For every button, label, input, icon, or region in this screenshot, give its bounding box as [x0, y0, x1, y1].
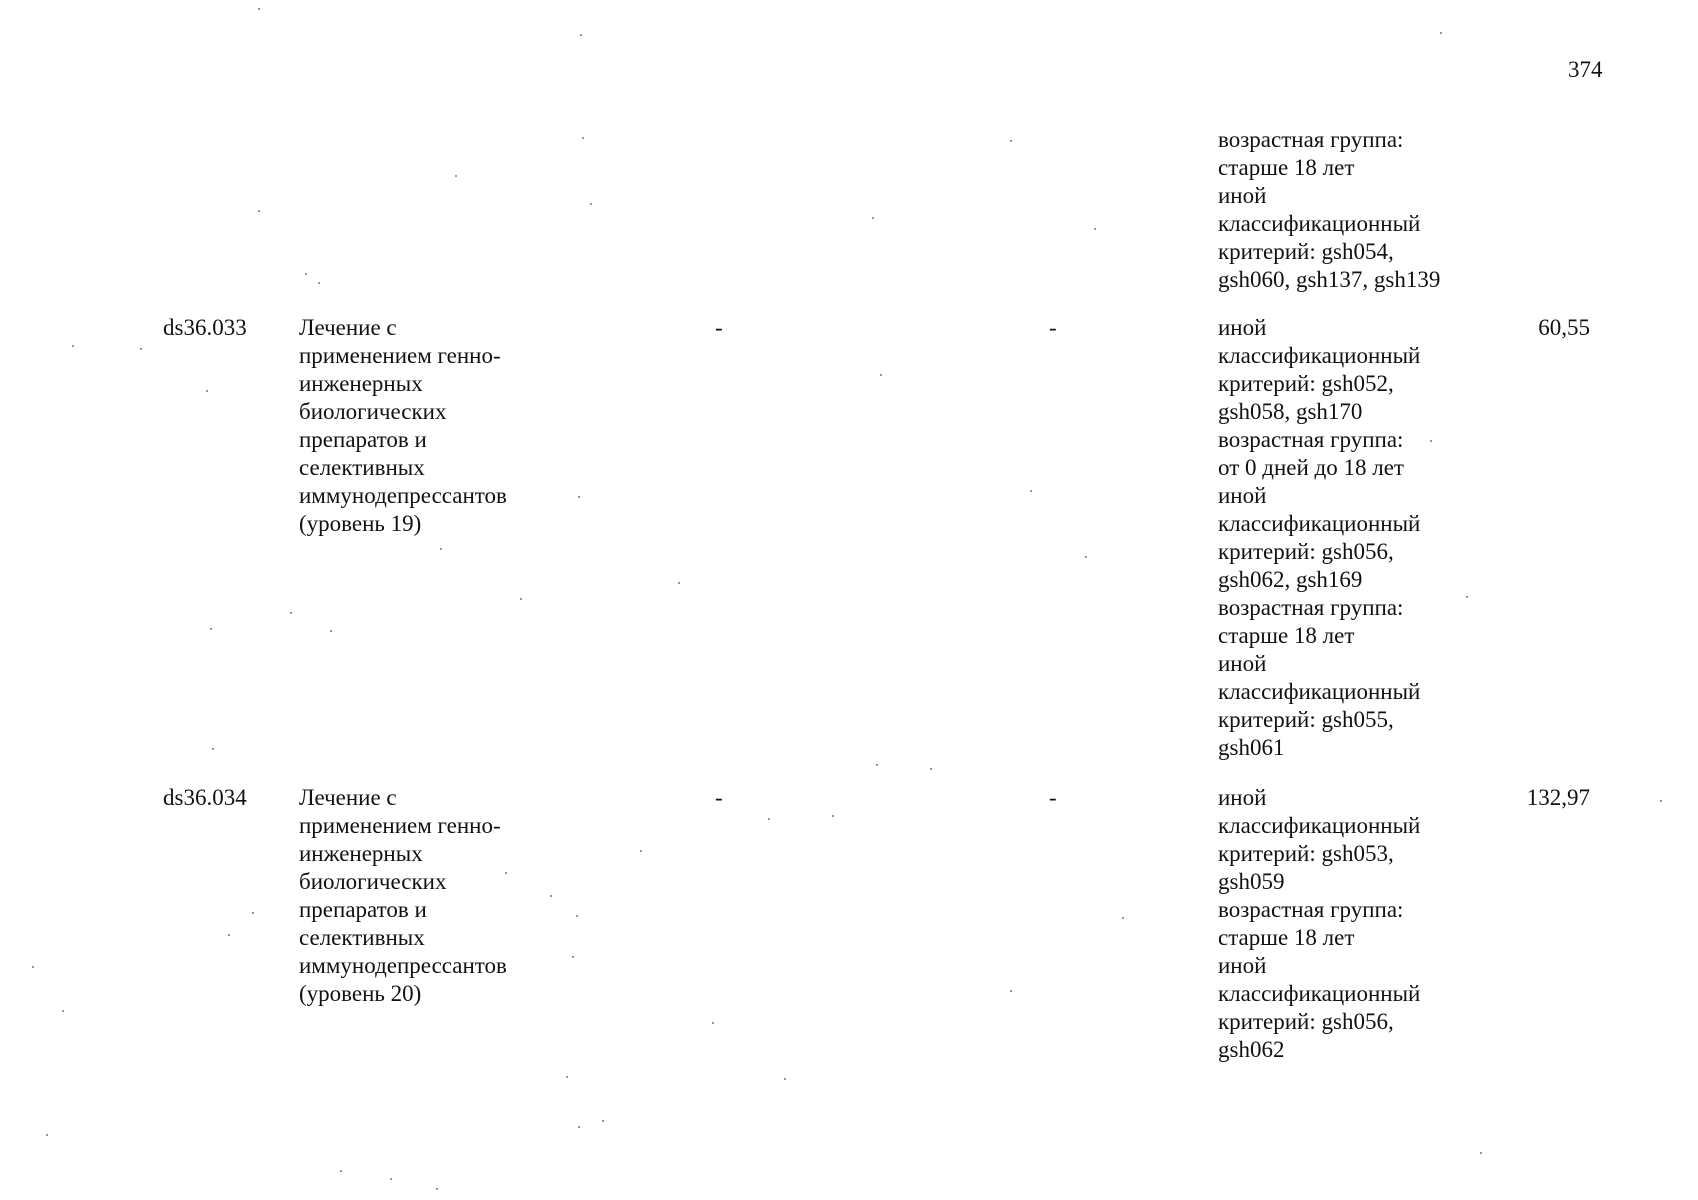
scan-speck: [580, 34, 582, 36]
scan-speck: [258, 8, 260, 10]
scan-speck: [640, 850, 642, 852]
scan-speck: [566, 1076, 568, 1078]
scan-speck: [590, 203, 592, 205]
row-name: Лечение с применением генно- инженерных биологических препаратов и селективных иммунодепрессантов (уровень 20): [299, 785, 507, 1006]
scan-speck: [252, 912, 254, 914]
scan-speck: [206, 390, 208, 392]
scan-speck: [832, 815, 834, 817]
scan-speck: [1440, 32, 1442, 34]
scan-speck: [1480, 1152, 1482, 1154]
scan-speck: [520, 598, 522, 600]
scan-speck: [290, 612, 292, 614]
scan-speck: [1122, 917, 1124, 919]
scan-speck: [768, 818, 770, 820]
scan-speck: [1660, 800, 1662, 802]
scan-speck: [1430, 440, 1432, 442]
scan-speck: [305, 273, 307, 275]
scan-speck: [1085, 556, 1087, 558]
scan-speck: [572, 956, 574, 958]
scan-speck: [390, 1178, 392, 1180]
row-name: Лечение с применением генно- инженерных биологических препаратов и селективных иммунодепрессантов (уровень 19): [299, 315, 507, 536]
scan-speck: [340, 1170, 342, 1172]
scan-speck: [1010, 990, 1012, 992]
scan-speck: [582, 137, 584, 139]
scan-speck: [1030, 490, 1032, 492]
scan-speck: [258, 210, 260, 212]
scan-speck: [678, 582, 680, 584]
row-criteria: иной классификационный критерий: gsh052, gsh058, gsh170 возрастная группа: от 0 дней до 18 лет иной классификационный критерий: gsh056, gsh062, gsh169 возрастная группа: старше 18 лет иной классификационный критерий: gsh055, gsh061: [1218, 315, 1421, 760]
scan-speck: [455, 175, 457, 177]
row-col3: -: [715, 315, 723, 340]
continued-criteria-cell: возрастная группа: старше 18 лет иной классификационный критерий: gsh054, gsh060, gsh137, gsh139: [1218, 127, 1441, 292]
row-col3: -: [715, 785, 723, 810]
scan-speck: [602, 1120, 604, 1122]
scan-speck: [436, 1188, 438, 1190]
scan-speck: [550, 895, 552, 897]
row-coefficient: 132,97: [1526, 785, 1590, 810]
row-criteria: иной классификационный критерий: gsh053, gsh059 возрастная группа: старше 18 лет иной классификационный критерий: gsh056, gsh062: [1218, 785, 1421, 1062]
scan-speck: [784, 1078, 786, 1080]
scan-speck: [62, 1010, 64, 1012]
page-number: 374: [1568, 57, 1603, 82]
scan-speck: [880, 374, 882, 376]
scan-speck: [210, 628, 212, 630]
scan-speck: [876, 764, 878, 766]
scan-speck: [140, 348, 142, 350]
row-code: ds36.034: [163, 785, 247, 810]
scan-speck: [46, 1134, 48, 1136]
scan-speck: [318, 282, 320, 284]
row-col4: -: [1049, 315, 1057, 340]
scan-speck: [440, 548, 442, 550]
scan-speck: [505, 872, 507, 874]
scan-speck: [72, 345, 74, 347]
scan-speck: [712, 1022, 714, 1024]
scan-speck: [228, 934, 230, 936]
scan-speck: [1010, 140, 1012, 142]
scan-speck: [576, 915, 578, 917]
scan-speck: [32, 966, 34, 968]
row-col4: -: [1049, 785, 1057, 810]
scan-speck: [1094, 228, 1096, 230]
scan-speck: [330, 630, 332, 632]
scan-speck: [578, 496, 580, 498]
scan-speck: [930, 768, 932, 770]
scan-speck: [1466, 596, 1468, 598]
row-coefficient: 60,55: [1538, 315, 1590, 340]
row-code: ds36.033: [163, 315, 247, 340]
scan-speck: [872, 217, 874, 219]
scan-speck: [212, 748, 214, 750]
scan-speck: [578, 1126, 580, 1128]
